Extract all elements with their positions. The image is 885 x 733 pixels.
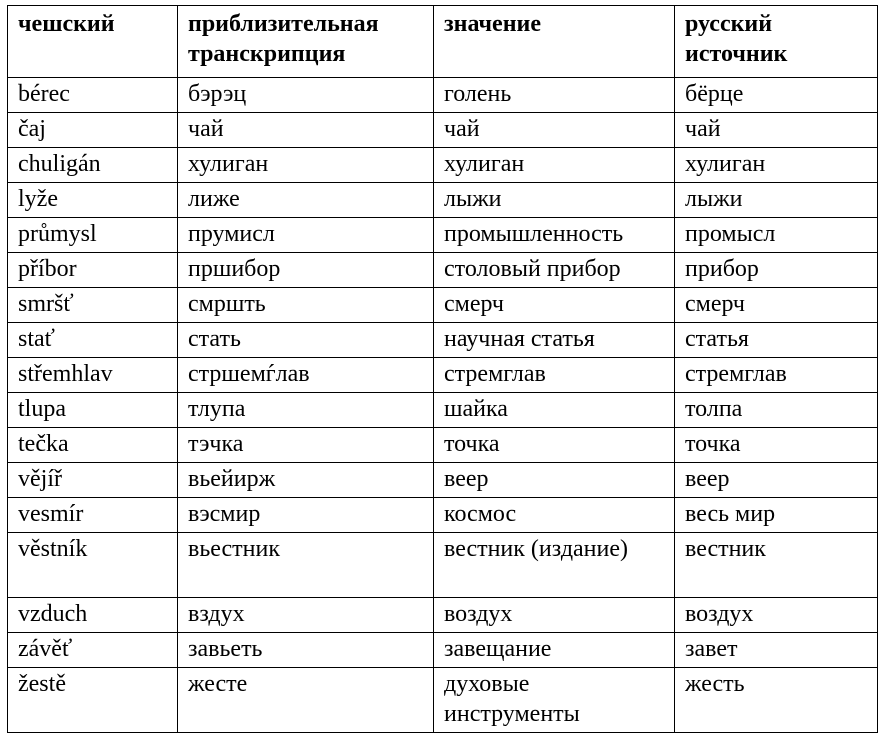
cell-meaning: космос	[434, 498, 675, 533]
table-row	[8, 598, 878, 633]
cell-transcription: вэсмир	[178, 498, 434, 533]
cell-czech: lyže	[8, 183, 178, 218]
table-row	[8, 393, 878, 428]
table-row	[8, 358, 878, 393]
cell-czech: závěť	[8, 633, 178, 668]
cell-czech: čaj	[8, 113, 178, 148]
cell-russian-source: чай	[675, 113, 878, 148]
cell-meaning: смерч	[434, 288, 675, 323]
cell-czech: tečka	[8, 428, 178, 463]
cell-transcription: пршибор	[178, 253, 434, 288]
cell-czech: věstník	[8, 533, 178, 598]
cell-meaning: веер	[434, 463, 675, 498]
cell-meaning: хулиган	[434, 148, 675, 183]
cell-russian-source: воздух	[675, 598, 878, 633]
cell-czech: chuligán	[8, 148, 178, 183]
cell-czech: bérec	[8, 78, 178, 113]
table-row	[8, 533, 878, 598]
cell-meaning: точка	[434, 428, 675, 463]
cell-transcription: бэрэц	[178, 78, 434, 113]
header-row	[8, 6, 878, 78]
cell-meaning: лыжи	[434, 183, 675, 218]
table-body	[8, 78, 878, 733]
cell-russian-source: лыжи	[675, 183, 878, 218]
cell-transcription: чай	[178, 113, 434, 148]
cell-transcription: тэчка	[178, 428, 434, 463]
cell-czech: střemhlav	[8, 358, 178, 393]
cell-meaning: научная статья	[434, 323, 675, 358]
table-row	[8, 633, 878, 668]
cell-russian-source: весь мир	[675, 498, 878, 533]
cell-russian-source: стремглав	[675, 358, 878, 393]
table-row	[8, 148, 878, 183]
cell-transcription: лиже	[178, 183, 434, 218]
cell-meaning: промышленность	[434, 218, 675, 253]
cell-meaning: шайка	[434, 393, 675, 428]
table-row	[8, 288, 878, 323]
cell-russian-source: толпа	[675, 393, 878, 428]
cell-russian-source: промысл	[675, 218, 878, 253]
cell-czech: vějíř	[8, 463, 178, 498]
header-russian-source: русский источник	[675, 6, 878, 78]
cell-meaning: стремглав	[434, 358, 675, 393]
table-row	[8, 323, 878, 358]
cell-czech: vesmír	[8, 498, 178, 533]
table-row	[8, 183, 878, 218]
cell-transcription: стать	[178, 323, 434, 358]
cell-russian-source: прибор	[675, 253, 878, 288]
header-meaning: значение	[434, 6, 675, 78]
header-czech: чешский	[8, 6, 178, 78]
cell-transcription: завьеть	[178, 633, 434, 668]
table-row	[8, 78, 878, 113]
cell-meaning: завещание	[434, 633, 675, 668]
cell-russian-source: статья	[675, 323, 878, 358]
table-row	[8, 113, 878, 148]
cell-russian-source: жесть	[675, 668, 878, 733]
cell-czech: příbor	[8, 253, 178, 288]
cell-transcription: жесте	[178, 668, 434, 733]
cell-meaning: столовый прибор	[434, 253, 675, 288]
table-row	[8, 253, 878, 288]
cell-meaning: чай	[434, 113, 675, 148]
cell-czech: průmysl	[8, 218, 178, 253]
cell-transcription: смршть	[178, 288, 434, 323]
table-row	[8, 218, 878, 253]
cell-czech: smršť	[8, 288, 178, 323]
cell-transcription: тлупа	[178, 393, 434, 428]
cell-transcription: вьестник	[178, 533, 434, 598]
cell-meaning: духовые инструменты	[434, 668, 675, 733]
cell-meaning: воздух	[434, 598, 675, 633]
cell-transcription: вздух	[178, 598, 434, 633]
cell-russian-source: вестник	[675, 533, 878, 598]
cell-transcription: вьейирж	[178, 463, 434, 498]
cell-transcription: хулиган	[178, 148, 434, 183]
table-row	[8, 463, 878, 498]
cell-transcription: стршемѓлав	[178, 358, 434, 393]
cell-transcription: прумисл	[178, 218, 434, 253]
table-header	[8, 6, 878, 78]
cell-russian-source: смерч	[675, 288, 878, 323]
cell-russian-source: хулиган	[675, 148, 878, 183]
cell-russian-source: завет	[675, 633, 878, 668]
cell-russian-source: точка	[675, 428, 878, 463]
cell-meaning: голень	[434, 78, 675, 113]
czech-russian-loanwords-table	[7, 5, 878, 733]
cell-russian-source: веер	[675, 463, 878, 498]
cell-czech: žestě	[8, 668, 178, 733]
table-row	[8, 668, 878, 733]
header-transcription: приблизительная транскрипция	[178, 6, 434, 78]
cell-czech: stať	[8, 323, 178, 358]
table-row	[8, 428, 878, 463]
table-row	[8, 498, 878, 533]
cell-meaning: вестник (издание)	[434, 533, 675, 598]
cell-czech: tlupa	[8, 393, 178, 428]
cell-russian-source: бёрце	[675, 78, 878, 113]
cell-czech: vzduch	[8, 598, 178, 633]
